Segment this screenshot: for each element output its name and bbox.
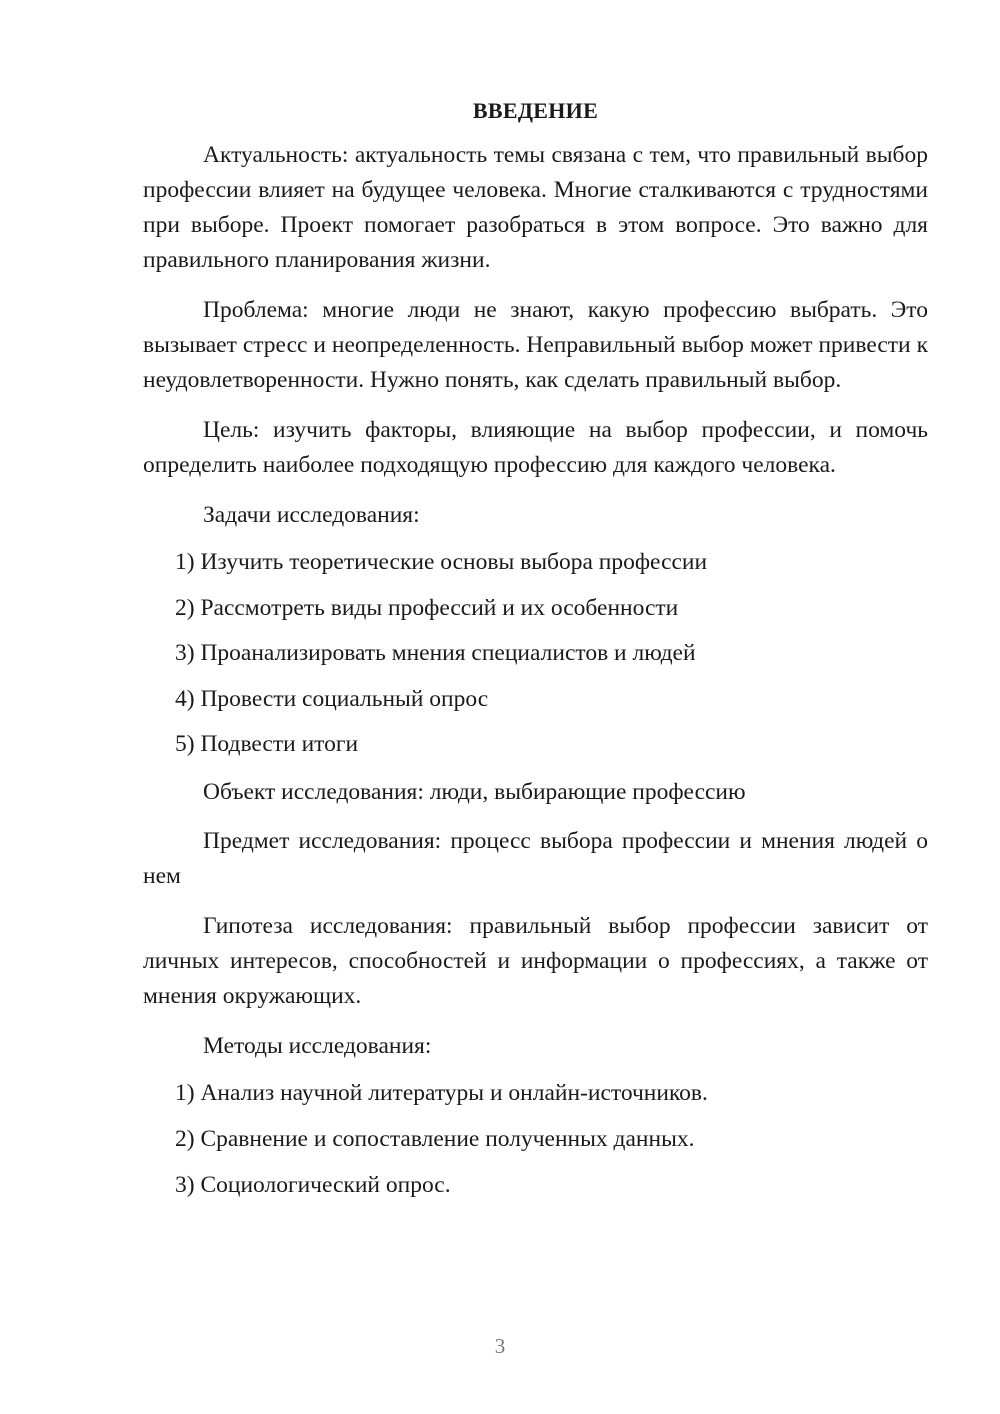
- problem-paragraph: Проблема: многие люди не знают, какую профессию выбрать. Это вызывает стресс и неопределенность. Неправильный выбор может привести к неудовлетворенности. Нужно понять, как сделать правильный выбор.: [143, 297, 928, 393]
- methods-heading: Методы исследования:: [203, 1032, 432, 1059]
- tasks-heading: Задачи исследования:: [203, 502, 420, 528]
- task-item: 3) Проанализировать мнения специалистов и людей: [175, 640, 696, 666]
- hypothesis-paragraph: Гипотеза исследования: правильный выбор профессии зависит от личных интересов, способностей и информации о профессиях, а также от мнения окружающих.: [143, 912, 928, 1009]
- method-item: 1) Анализ научной литературы и онлайн-источников.: [175, 1079, 708, 1106]
- page-content: [143, 96, 928, 1216]
- method-item: 2) Сравнение и сопоставление полученных данных.: [175, 1125, 695, 1152]
- task-item: 4) Провести социальный опрос: [175, 685, 489, 712]
- task-item: 1) Изучить теоретические основы выбора профессии: [175, 549, 708, 575]
- task-item: 2) Рассмотреть виды профессий и их особенности: [175, 594, 679, 621]
- relevance-paragraph: Актуальность: актуальность темы связана с тем, что правильный выбор профессии влияет на будущее человека. Многие сталкиваются с трудностями при выборе. Проект помогает разобраться в этом вопросе. Это важно для правильного планирования жизни.: [143, 142, 928, 273]
- goal-paragraph: Цель: изучить факторы, влияющие на выбор профессии, и помочь определить наиболее подходящую профессию для каждого человека.: [143, 417, 928, 478]
- section-title: ВВЕДЕНИЕ: [472, 98, 599, 123]
- page-number: 3: [494, 1334, 506, 1358]
- task-item: 5) Подвести итоги: [175, 731, 359, 757]
- subject-paragraph: Предмет исследования: процесс выбора профессии и мнения людей о нем: [143, 827, 928, 889]
- object-paragraph: Объект исследования: люди, выбирающие профессию: [203, 778, 746, 805]
- method-item: 3) Социологический опрос.: [175, 1171, 451, 1198]
